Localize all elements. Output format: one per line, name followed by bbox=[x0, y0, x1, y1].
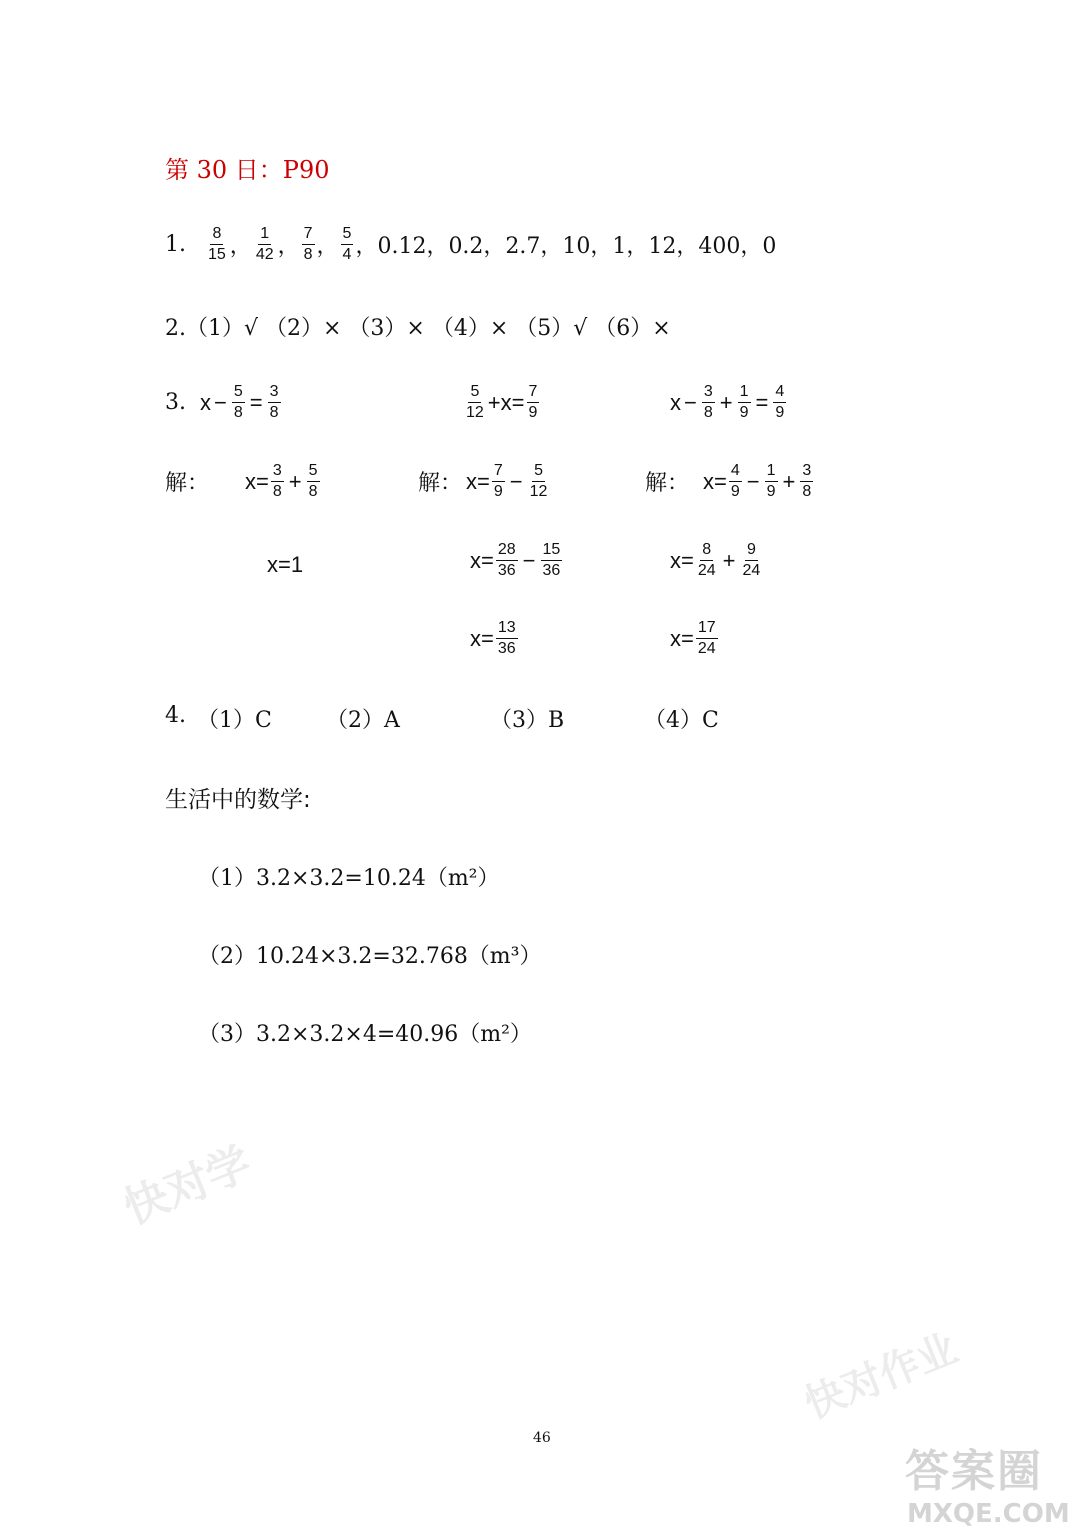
fraction: $\frac{5}{12}$ bbox=[529, 462, 548, 500]
section-heading: 生活中的数学: bbox=[165, 787, 311, 813]
watermark: 快对作业 bbox=[798, 1325, 965, 1429]
fraction: $\frac{7}{8}$ bbox=[303, 225, 313, 263]
q3-solution-2-result: x= $\frac{13}{36}$ bbox=[470, 619, 516, 657]
separator: ， bbox=[229, 234, 252, 259]
fraction: $\frac{7}{9}$ bbox=[528, 383, 538, 421]
q1-rest: ，0.12，0.2，2.7，10，1，12，400，0 bbox=[355, 234, 777, 259]
site-logo bbox=[905, 1448, 1075, 1532]
q3-solution-3-step-1: 解： x= $\frac{4}{9}$ − $\frac{1}{9}$ + $\frac{3}{8}$ bbox=[645, 462, 812, 500]
watermark: 快对学 bbox=[116, 1137, 259, 1235]
solution-label: 解： bbox=[645, 471, 690, 496]
q1-label: 1. bbox=[165, 232, 186, 257]
page-title: 第 30 日：P90 bbox=[165, 156, 330, 184]
fraction: $\frac{9}{24}$ bbox=[742, 541, 761, 579]
fraction: $\frac{5}{8}$ bbox=[308, 462, 318, 500]
logo-domain: MXQE.COM bbox=[907, 1499, 1070, 1529]
q4-answer: （3）B bbox=[490, 708, 565, 733]
fraction: $\frac{15}{36}$ bbox=[542, 541, 561, 579]
fraction: $\frac{1}{9}$ bbox=[739, 383, 749, 421]
q3-solution-2-step-2: x= $\frac{28}{36}$ − $\frac{15}{36}$ bbox=[470, 541, 561, 579]
q3-solution-3-step-2: x= $\frac{8}{24}$ + $\frac{9}{24}$ bbox=[670, 541, 761, 579]
q4-label: 4. bbox=[165, 703, 186, 728]
life-answer-2: （2）10.24×3.2=32.768（m³） bbox=[198, 944, 542, 969]
q3-equation-3: x − $\frac{3}{8}$ + $\frac{1}{9}$ = $\frac{4}{9}$ bbox=[670, 383, 785, 421]
fraction: $\frac{7}{9}$ bbox=[493, 462, 503, 500]
fraction: $\frac{3}{8}$ bbox=[703, 383, 713, 421]
fraction: $\frac{5}{4}$ bbox=[342, 225, 352, 263]
fraction: $\frac{3}{8}$ bbox=[272, 462, 282, 500]
fraction: $\frac{5}{8}$ bbox=[233, 383, 243, 421]
q3-solution-2-step-1: 解： x= $\frac{7}{9}$ − $\frac{5}{12}$ bbox=[418, 462, 548, 500]
q3-label: 3. bbox=[165, 390, 186, 415]
q4-answer: （2）A bbox=[326, 708, 400, 733]
fraction: $\frac{1}{9}$ bbox=[766, 462, 776, 500]
fraction: $\frac{5}{12}$ bbox=[466, 383, 484, 421]
q3-equation-1: 3. x − $\frac{5}{8}$ = $\frac{3}{8}$ bbox=[165, 383, 279, 421]
fraction: $\frac{3}{8}$ bbox=[802, 462, 812, 500]
solution-label: 解： bbox=[165, 471, 210, 496]
fraction: $\frac{3}{8}$ bbox=[269, 383, 279, 421]
life-answer-1: （1）3.2×3.2=10.24（m²） bbox=[198, 866, 500, 891]
q3-equation-2: $\frac{5}{12}$ +x = $\frac{7}{9}$ bbox=[466, 383, 538, 421]
logo-text: 答案圈 bbox=[905, 1446, 1043, 1497]
fraction: $\frac{13}{36}$ bbox=[497, 619, 516, 657]
fraction: $\frac{17}{24}$ bbox=[697, 619, 716, 657]
separator: ， bbox=[277, 234, 300, 259]
question-1 bbox=[165, 226, 776, 263]
separator: ， bbox=[316, 234, 339, 259]
fraction: $\frac{4}{9}$ bbox=[730, 462, 740, 500]
page-number: 46 bbox=[533, 1430, 551, 1446]
fraction: $\frac{8}{24}$ bbox=[697, 541, 716, 579]
fraction: $\frac{8}{15}$ bbox=[208, 225, 226, 263]
q3-solution-1-result: x=1 bbox=[267, 552, 304, 577]
fraction: $\frac{28}{36}$ bbox=[497, 541, 516, 579]
question-2: 2.（1）√ （2）× （3）× （4）× （5）√ （6）× bbox=[165, 316, 671, 341]
q4-answer: （4）C bbox=[644, 708, 719, 733]
q3-solution-1-step-1: 解： x= $\frac{3}{8}$ + $\frac{5}{8}$ bbox=[165, 462, 318, 500]
q3-solution-3-result: x= $\frac{17}{24}$ bbox=[670, 619, 716, 657]
life-answer-3: （3）3.2×3.2×4=40.96（m²） bbox=[198, 1022, 532, 1047]
fraction: $\frac{4}{9}$ bbox=[775, 383, 785, 421]
q4-answer: （1）C bbox=[197, 708, 272, 733]
fraction: $\frac{1}{42}$ bbox=[255, 225, 274, 263]
solution-label: 解： bbox=[418, 471, 463, 496]
